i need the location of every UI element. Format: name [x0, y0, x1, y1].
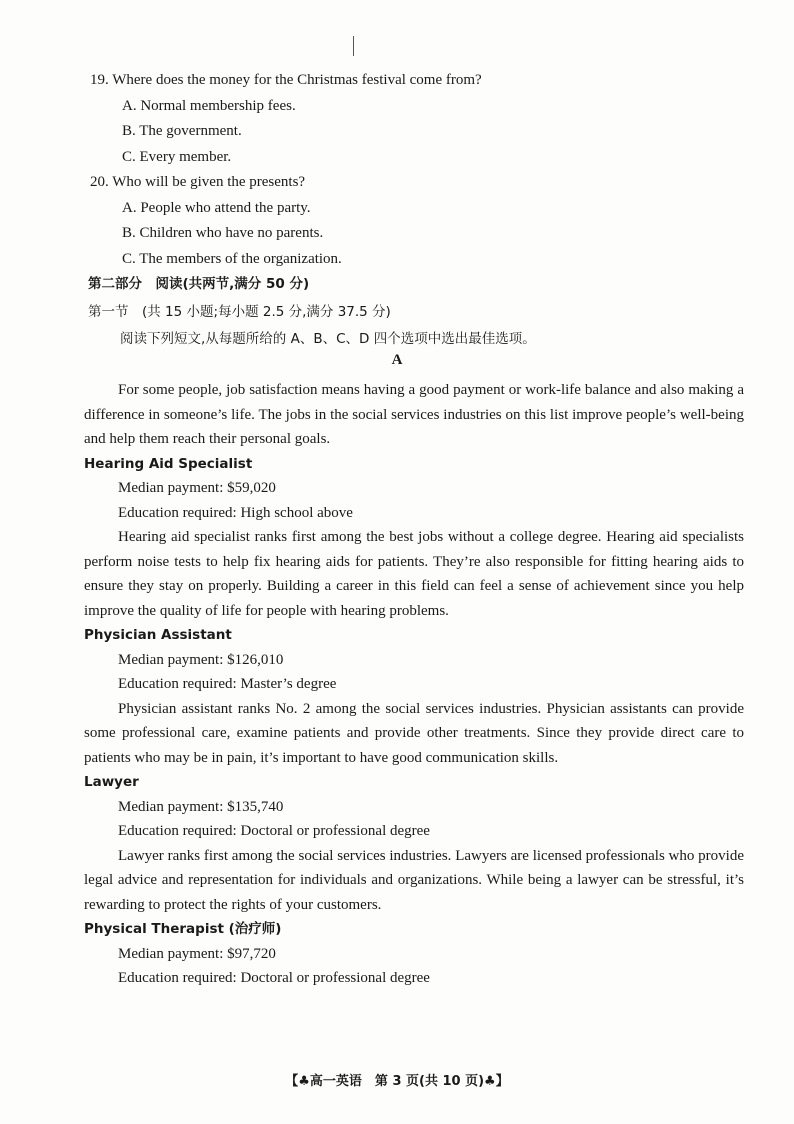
passage-label: A [391, 352, 403, 368]
job-payment-physician-assistant: Median payment: $126,010 [118, 651, 284, 668]
question-19-option-b: B. The government. [122, 123, 242, 139]
job-title-lawyer: Lawyer [84, 774, 139, 790]
question-19-option-c: C. Every member. [122, 148, 232, 165]
question-20-option-b: B. Children who have no parents. [122, 225, 324, 241]
job-education-physical-therapist: Education required: Doctoral or professional degree [118, 970, 430, 986]
question-19-stem: 19. Where does the money for the Christmas festival come from? [90, 72, 482, 88]
question-20-option-c: C. The members of the organization. [122, 250, 342, 267]
page-footer: 【♣高一英语 第 3 页(共 10 页)♣】 [285, 1074, 509, 1089]
question-20-option-a: A. People who attend the party. [122, 199, 311, 216]
part-title: 第二部分 阅读(共两节,满分 50 分) [88, 276, 310, 292]
job-title-physician-assistant: Physician Assistant [84, 627, 232, 643]
job-desc-lawyer: Lawyer ranks first among the social services industries. Lawyers are licensed professionals who provide legal advice and representation for individuals and organizations. While being a lawyer can be stressful, it’s rewarding to protect the rights of your customers. [84, 847, 744, 913]
listening-questions [90, 68, 750, 272]
question-20-stem: 20. Who will be given the presents? [90, 174, 306, 190]
job-education-lawyer: Education required: Doctoral or professional degree [118, 823, 430, 839]
job-education-physician-assistant: Education required: Master’s degree [118, 676, 337, 692]
job-desc-hearing-aid: Hearing aid specialist ranks first among the best jobs without a college degree. Hearing aid specialists perform noise tests to help fix hearing aids for patients. They’re also responsible for fitting hearing aids to ensure they stay on properly. Building a career in this field can feel a sense of achievement since you help improve the quality of life for people with hearing problems. [84, 529, 744, 619]
job-title-hearing-aid: Hearing Aid Specialist [84, 455, 253, 472]
job-payment-lawyer: Median payment: $135,740 [118, 798, 284, 815]
instruction: 阅读下列短文,从每题所给的 A、B、C、D 四个选项中选出最佳选项。 [120, 331, 536, 347]
job-desc-physician-assistant: Physician assistant ranks No. 2 among the social services industries. Physician assistants can provide some professional care, examine patients and provide other treatments. Since they provide direct care to patients who may be in pain, it’s important to have good communication skills. [84, 700, 744, 766]
job-title-physical-therapist: Physical Therapist (治疗师) [84, 921, 282, 937]
job-payment-physical-therapist: Median payment: $97,720 [118, 945, 276, 962]
passage [84, 378, 744, 991]
binding-mark [353, 36, 354, 56]
job-payment-hearing-aid: Median payment: $59,020 [118, 480, 276, 496]
job-education-hearing-aid: Education required: High school above [118, 504, 353, 521]
subsection-title: 第一节 (共 15 小题;每小题 2.5 分,满分 37.5 分) [88, 304, 391, 320]
question-19-option-a: A. Normal membership fees. [122, 97, 296, 114]
passage-intro: For some people, job satisfaction means having a good payment or work-life balance and also making a difference in someone’s life. The jobs in the social services industries on this list improve people’s well-being and help them reach their personal goals. [84, 382, 744, 447]
